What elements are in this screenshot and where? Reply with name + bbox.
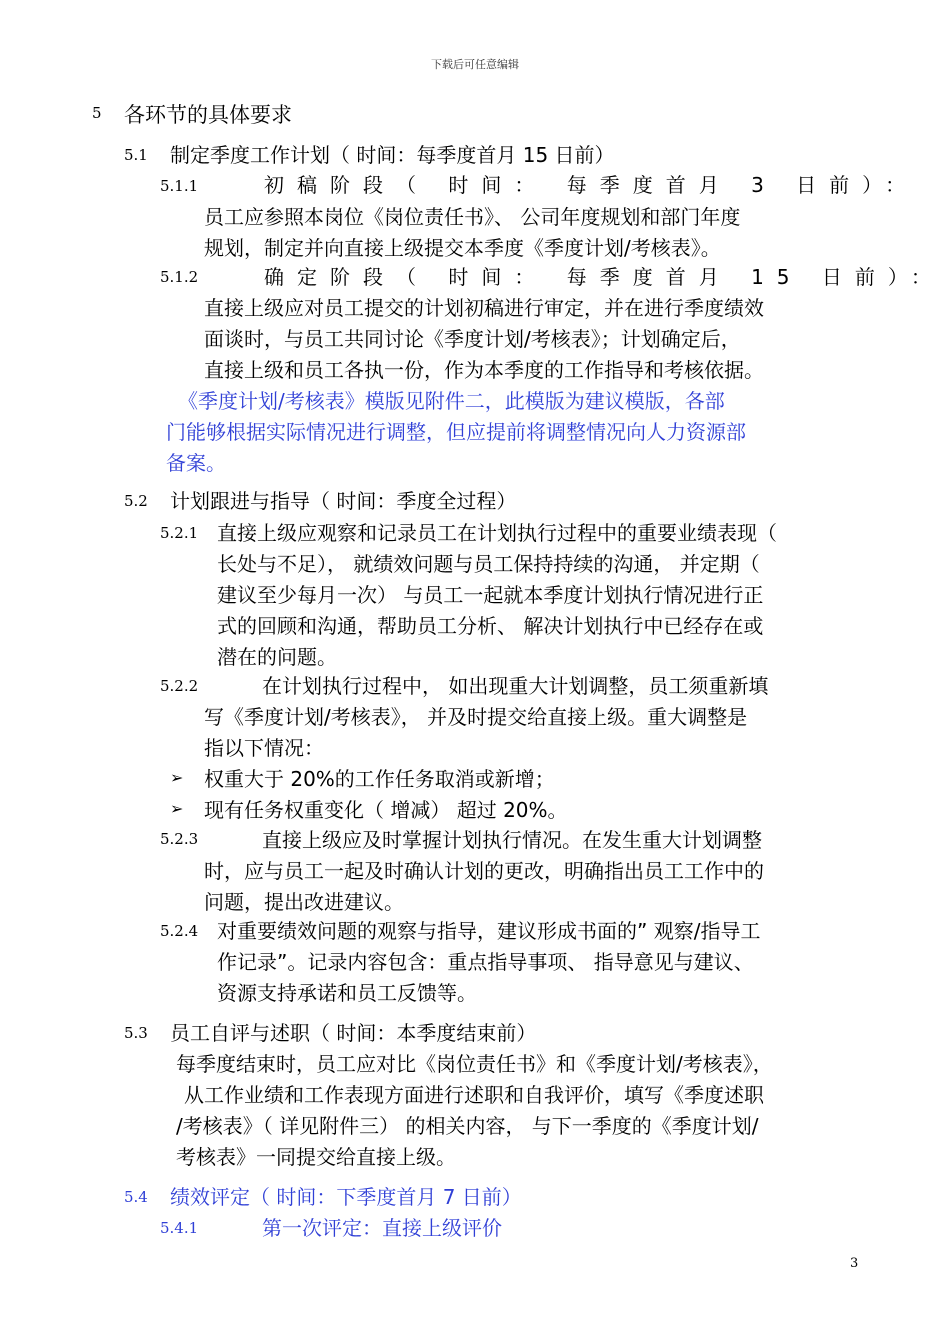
section-5-3-title: 员工自评与述职（ 时间：本季度结束前） [170, 1021, 537, 1045]
arrow-bullet-icon: ➢ [170, 768, 184, 787]
template-note-line: 备案。 [166, 451, 226, 475]
section-5-2-number: 5.2 [124, 492, 148, 510]
template-note-line: 门能够根据实际情况进行调整，但应提前将调整情况向人力资源部 [166, 420, 746, 444]
paragraph-line: 直接上级应及时掌握计划执行情况。在发生重大计划调整 [262, 828, 762, 852]
paragraph-line: /考核表》（ 详见附件三） 的相关内容， 与下一季度的《季度计划/ [176, 1114, 759, 1138]
paragraph-line: 写《季度计划/考核表》， 并及时提交给直接上级。重大调整是 [204, 705, 748, 729]
paragraph-line: 潜在的问题。 [217, 645, 337, 669]
paragraph-line: 面谈时，与员工共同讨论《季度计划/考核表》；计划确定后， [204, 327, 741, 351]
section-5-2-4-number: 5.2.4 [160, 922, 199, 940]
paragraph-line: 员工应参照本岗位《岗位责任书》、 公司年度规划和部门年度 [204, 205, 741, 229]
section-5-1-title: 制定季度工作计划（ 时间：每季度首月 15 日前） [170, 143, 615, 167]
paragraph-line: 考核表》一同提交给直接上级。 [176, 1145, 456, 1169]
section-5-4-1-number: 5.4.1 [160, 1219, 199, 1237]
section-5-number: 5 [92, 104, 102, 122]
section-5-2-2-number: 5.2.2 [160, 677, 199, 695]
paragraph-line: 长处与不足）， 就绩效问题与员工保持持续的沟通， 并定期（ [217, 552, 760, 576]
section-5-4-1-title: 第一次评定：直接上级评价 [262, 1216, 502, 1240]
page-header: 下载后可任意编辑 [431, 58, 519, 71]
section-5-1-2-number: 5.1.2 [160, 268, 199, 286]
section-5-4-number: 5.4 [124, 1188, 148, 1206]
paragraph-line: 在计划执行过程中， 如出现重大计划调整，员工须重新填 [262, 674, 769, 698]
section-5-4-title: 绩效评定（ 时间：下季度首月 7 日前） [170, 1185, 522, 1209]
paragraph-line: 从工作业绩和工作表现方面进行述职和自我评价，填写《季度述职 [184, 1083, 764, 1107]
section-5-title: 各环节的具体要求 [124, 103, 292, 127]
section-5-1-1-title: 初稿阶段（ 时间： 每季度首月 3 日前）： [264, 173, 919, 197]
paragraph-line: 直接上级和员工各执一份，作为本季度的工作指导和考核依据。 [204, 358, 764, 382]
section-5-3-number: 5.3 [124, 1024, 148, 1042]
paragraph-line: 式的回顾和沟通，帮助员工分析、 解决计划执行中已经存在或 [217, 614, 764, 638]
paragraph-line: 时，应与员工一起及时确认计划的更改，明确指出员工工作中的 [204, 859, 764, 883]
paragraph-line: 建议至少每月一次） 与员工一起就本季度计划执行情况进行正 [217, 583, 764, 607]
paragraph-line: 直接上级应观察和记录员工在计划执行过程中的重要业绩表现（ [217, 521, 777, 545]
paragraph-line: 资源支持承诺和员工反馈等。 [217, 981, 477, 1005]
paragraph-line: 问题，提出改进建议。 [204, 890, 404, 914]
section-5-1-number: 5.1 [124, 146, 148, 164]
page-number: 3 [850, 1256, 859, 1271]
paragraph-line: 每季度结束时，员工应对比《岗位责任书》和《季度计划/考核表》， [176, 1052, 773, 1076]
section-5-2-1-number: 5.2.1 [160, 524, 199, 542]
paragraph-line: 规划，制定并向直接上级提交本季度《季度计划/考核表》。 [204, 236, 721, 260]
paragraph-line: 指以下情况： [204, 736, 324, 760]
section-5-2-3-number: 5.2.3 [160, 830, 199, 848]
arrow-bullet-icon: ➢ [170, 799, 184, 818]
bullet-item: 现有任务权重变化（ 增减） 超过 20%。 [204, 798, 568, 822]
paragraph-line: 直接上级应对员工提交的计划初稿进行审定，并在进行季度绩效 [204, 296, 764, 320]
section-5-2-title: 计划跟进与指导（ 时间：季度全过程） [170, 489, 517, 513]
section-5-1-2-title: 确定阶段（ 时间： 每季度首月 15 日前）： [264, 265, 944, 289]
template-note-line: 《季度计划/考核表》模版见附件二，此模版为建议模版，各部 [178, 389, 725, 413]
bullet-item: 权重大于 20%的工作任务取消或新增； [204, 767, 555, 791]
paragraph-line: 对重要绩效问题的观察与指导，建议形成书面的” 观察/指导工 [217, 919, 761, 943]
section-5-1-1-number: 5.1.1 [160, 177, 199, 195]
paragraph-line: 作记录”。记录内容包含：重点指导事项、 指导意见与建议、 [217, 950, 754, 974]
